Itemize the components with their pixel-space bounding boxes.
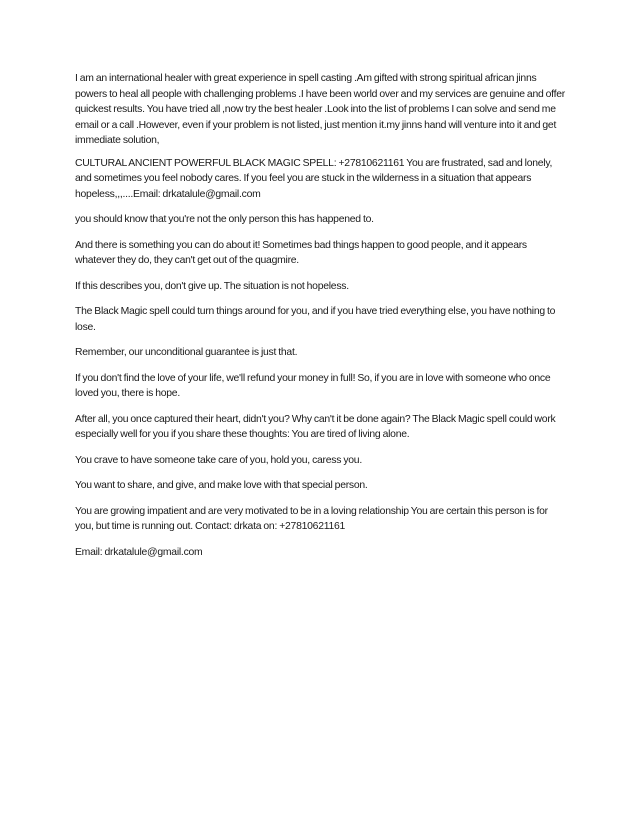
paragraph-dont-give-up: If this describes you, don't give up. The situation is not hopeless. xyxy=(75,280,349,292)
paragraph-guarantee: Remember, our unconditional guarantee is just that. xyxy=(75,347,298,358)
paragraph-refund: If you don't find the love of your life, we'll refund your money in full! So, if you are in love with someone who once loved you, there is hope. xyxy=(75,372,551,399)
paragraph-intro: I am an international healer with great experience in spell casting .Am gifted with strong spiritual african jinns powers to heal all people with challenging problems .I have been world over and my services are genuine and offer quickest results. You have tried all ,now try the best healer .Look into the list of problems I can solve and send me email or a call .However, even if your problem is not listed, just mention it.my jinns hand will venture into it and get immediate solution, xyxy=(75,73,565,146)
paragraph-impatient-contact: You are growing impatient and are very motivated to be in a loving relationship You are certain this person is for you, but time is running out. Contact: drkata on: +27810621161 xyxy=(75,505,548,532)
paragraph-want-to-share: You want to share, and give, and make love with that special person. xyxy=(75,480,368,491)
paragraph-not-only-person: you should know that you're not the only person this has happened to. xyxy=(75,214,374,225)
document-body xyxy=(75,71,565,570)
paragraph-crave-care: You crave to have someone take care of you, hold you, caress you. xyxy=(75,454,362,466)
paragraph-email: Email: drkatalule@gmail.com xyxy=(75,546,203,558)
paragraph-something-you-can-do: And there is something you can do about it! Sometimes bad things happen to good people, and it appears whatever they do, they can't get out of the quagmire. xyxy=(75,239,527,266)
paragraph-black-magic-spell: CULTURAL ANCIENT POWERFUL BLACK MAGIC SPELL: +27810621161 You are frustrated, sad and lonely, and sometimes you feel nobody cares. If you feel you are stuck in the wilderness in a situation that appears hopeless,,,....Email: drkatalule@gmail.com xyxy=(75,157,553,200)
paragraph-turn-things-around: The Black Magic spell could turn things around for you, and if you have tried everything else, you have nothing to lose. xyxy=(75,306,556,333)
paragraph-captured-heart: After all, you once captured their heart, didn't you? Why can't it be done again? The Black Magic spell could work especially well for you if you share these thoughts: You are tired of living alone. xyxy=(75,413,556,440)
